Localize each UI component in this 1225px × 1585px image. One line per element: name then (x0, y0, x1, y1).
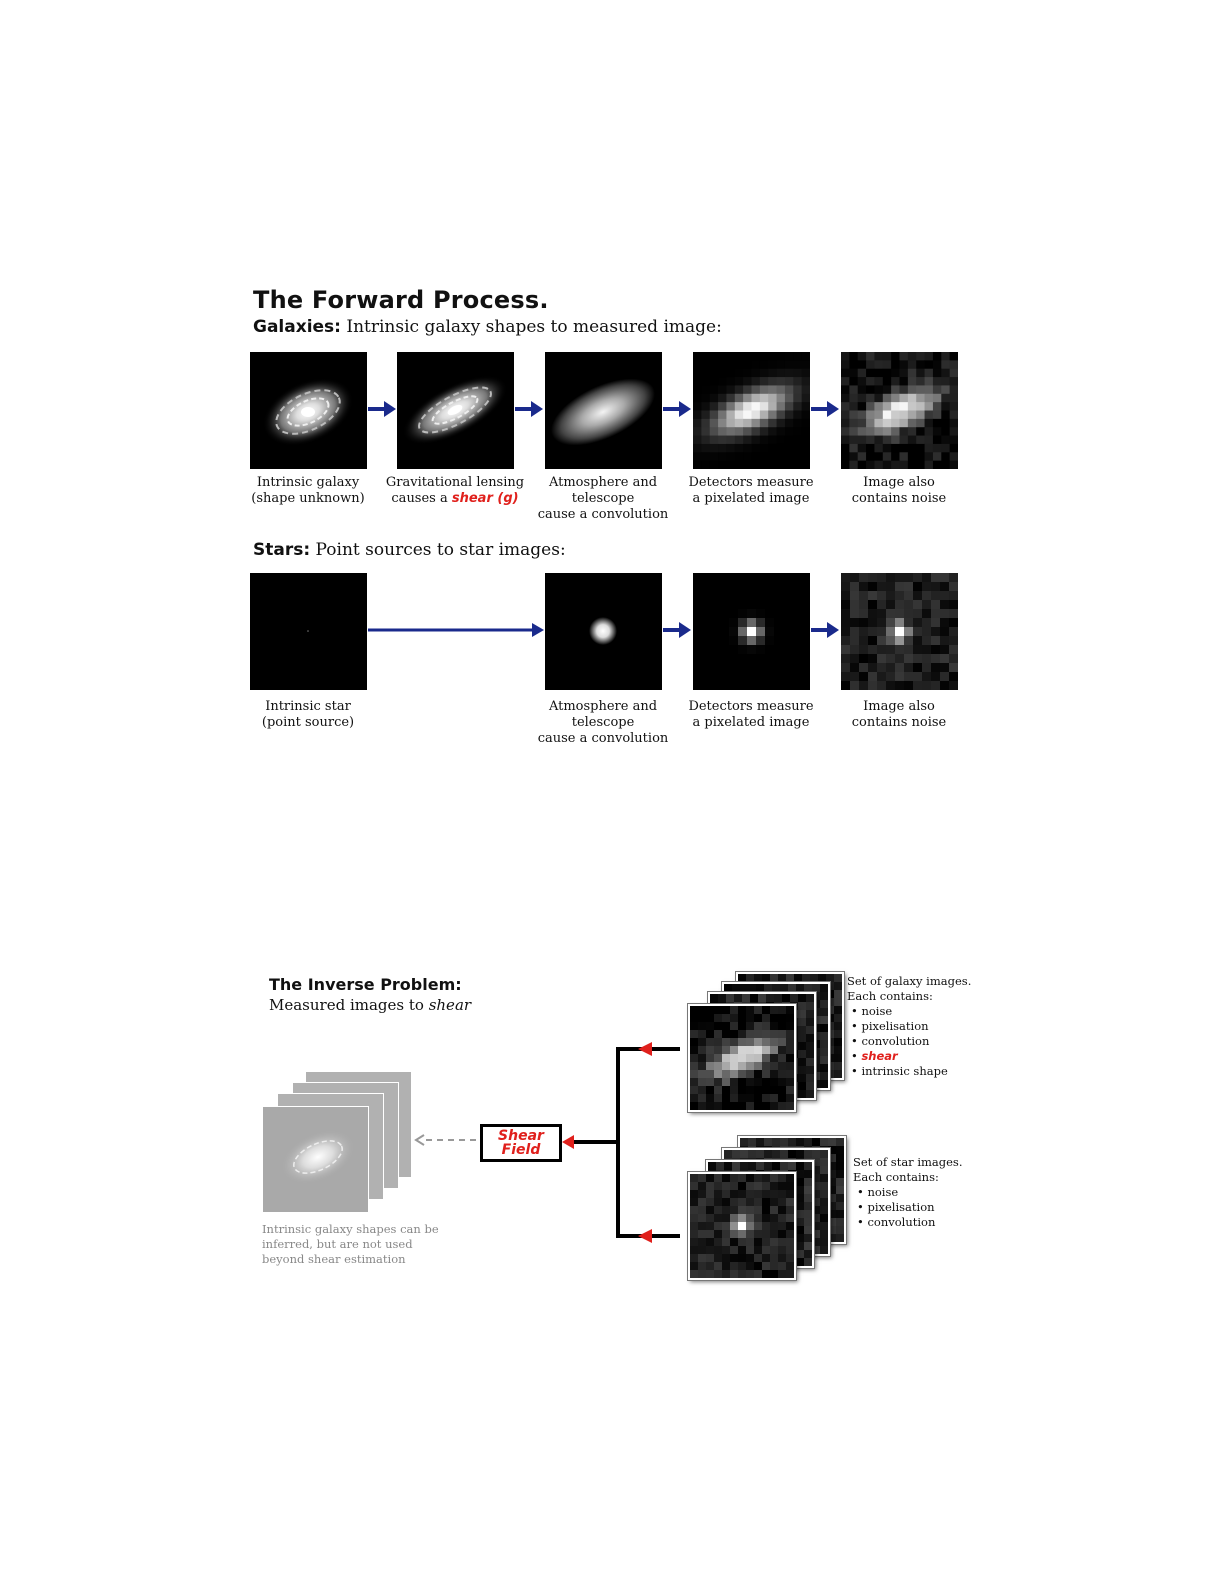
inverse-subtitle-text: Measured images to (269, 996, 429, 1014)
intrinsic-star-image (250, 573, 367, 690)
galaxy-set-list (847, 1004, 971, 1079)
caption-line: Atmosphere and telescope (548, 699, 658, 730)
set-line: Each contains: (853, 1170, 939, 1184)
caption-line: Detectors measure (688, 475, 814, 490)
note-line: inferred, but are not used (262, 1237, 413, 1251)
pixelated-star-image (693, 573, 810, 690)
arrow-right-icon (661, 398, 693, 420)
list-item: • pixelisation (857, 1200, 963, 1215)
galaxy-set-description (847, 974, 971, 1079)
caption-line: (shape unknown) (251, 491, 365, 506)
inferred-note (262, 1222, 439, 1267)
list-item: • convolution (851, 1034, 971, 1049)
shear-field-line: Shear (498, 1128, 544, 1144)
note-line: Intrinsic galaxy shapes can be (262, 1222, 439, 1236)
caption-line: contains noise (851, 491, 947, 506)
convolved-star-image (545, 573, 662, 690)
caption-line: (point source) (261, 715, 355, 730)
front-galaxy-card (688, 1004, 796, 1112)
shear-field-box (480, 1124, 562, 1162)
caption-intrinsic-star (228, 699, 388, 731)
front-star-card (688, 1172, 796, 1280)
caption-lensing (375, 475, 535, 507)
pixelated-galaxy-image (693, 352, 810, 469)
sheared-galaxy-image (397, 352, 514, 469)
caption-line: Image also (863, 699, 935, 714)
caption-pixelated (671, 475, 831, 507)
shear-item: shear (861, 1049, 898, 1063)
arrow-right-icon (809, 398, 841, 420)
list-item: • convolution (857, 1215, 963, 1230)
long-arrow-right-icon (366, 619, 546, 641)
galaxy-image-stack (684, 966, 849, 1116)
inverse-subtitle-emphasis: shear (428, 996, 472, 1014)
set-line: Set of galaxy images. (847, 974, 972, 988)
forward-title: The Forward Process. (253, 286, 549, 314)
inverse-subtitle (269, 996, 471, 1014)
list-item (851, 1049, 971, 1064)
caption-line: a pixelated image (692, 715, 810, 730)
stars-heading (253, 540, 566, 560)
caption-noise (819, 475, 979, 507)
arrow-right-icon (513, 398, 545, 420)
caption-line: Intrinsic star (265, 699, 351, 714)
set-line: Each contains: (847, 989, 933, 1003)
star-set-list (853, 1185, 963, 1230)
convolved-galaxy-image (545, 352, 662, 469)
caption-line: cause a convolution (537, 507, 669, 522)
caption-convolution (523, 475, 683, 523)
set-line: Set of star images. (853, 1155, 963, 1169)
list-item: • intrinsic shape (851, 1064, 971, 1079)
arrow-right-icon (661, 619, 693, 641)
intrinsic-galaxy-image (250, 352, 367, 469)
noisy-galaxy-image (841, 352, 958, 469)
caption-line: a pixelated image (692, 491, 810, 506)
caption-intrinsic-galaxy (228, 475, 388, 507)
bracket-connector (558, 1040, 683, 1245)
caption-star-pixelated (671, 699, 831, 731)
galaxies-heading-text: Intrinsic galaxy shapes to measured image: (340, 317, 722, 337)
caption-line: contains noise (851, 715, 947, 730)
stars-heading-text: Point sources to star images: (310, 540, 566, 560)
caption-line: Atmosphere and telescope (548, 475, 658, 506)
galaxies-heading (253, 317, 722, 337)
caption-line: cause a convolution (537, 731, 669, 746)
arrow-right-icon (809, 619, 841, 641)
dashed-arrow-left-icon (412, 1132, 482, 1148)
shear-field-line: Field (501, 1142, 541, 1158)
note-line: beyond shear estimation (262, 1252, 406, 1266)
caption-line: Image also (863, 475, 935, 490)
star-image-stack (684, 1136, 849, 1286)
caption-line (375, 491, 535, 507)
shear-label: shear (g) (451, 491, 519, 506)
galaxies-heading-label: Galaxies: (253, 317, 341, 337)
caption-line: Intrinsic galaxy (256, 475, 360, 490)
arrow-right-icon (366, 398, 398, 420)
star-set-description (853, 1155, 963, 1230)
list-item: • noise (857, 1185, 963, 1200)
intrinsic-galaxy-stack (260, 1072, 420, 1217)
caption-line: Detectors measure (688, 699, 814, 714)
stars-heading-label: Stars: (253, 540, 311, 560)
caption-star-convolution (523, 699, 683, 747)
list-item: • noise (851, 1004, 971, 1019)
list-item: • pixelisation (851, 1019, 971, 1034)
caption-star-noise (819, 699, 979, 731)
caption-line: Gravitational lensing (385, 475, 525, 490)
caption-text: causes a (391, 491, 452, 506)
noisy-star-image (841, 573, 958, 690)
inverse-title: The Inverse Problem: (269, 975, 462, 994)
